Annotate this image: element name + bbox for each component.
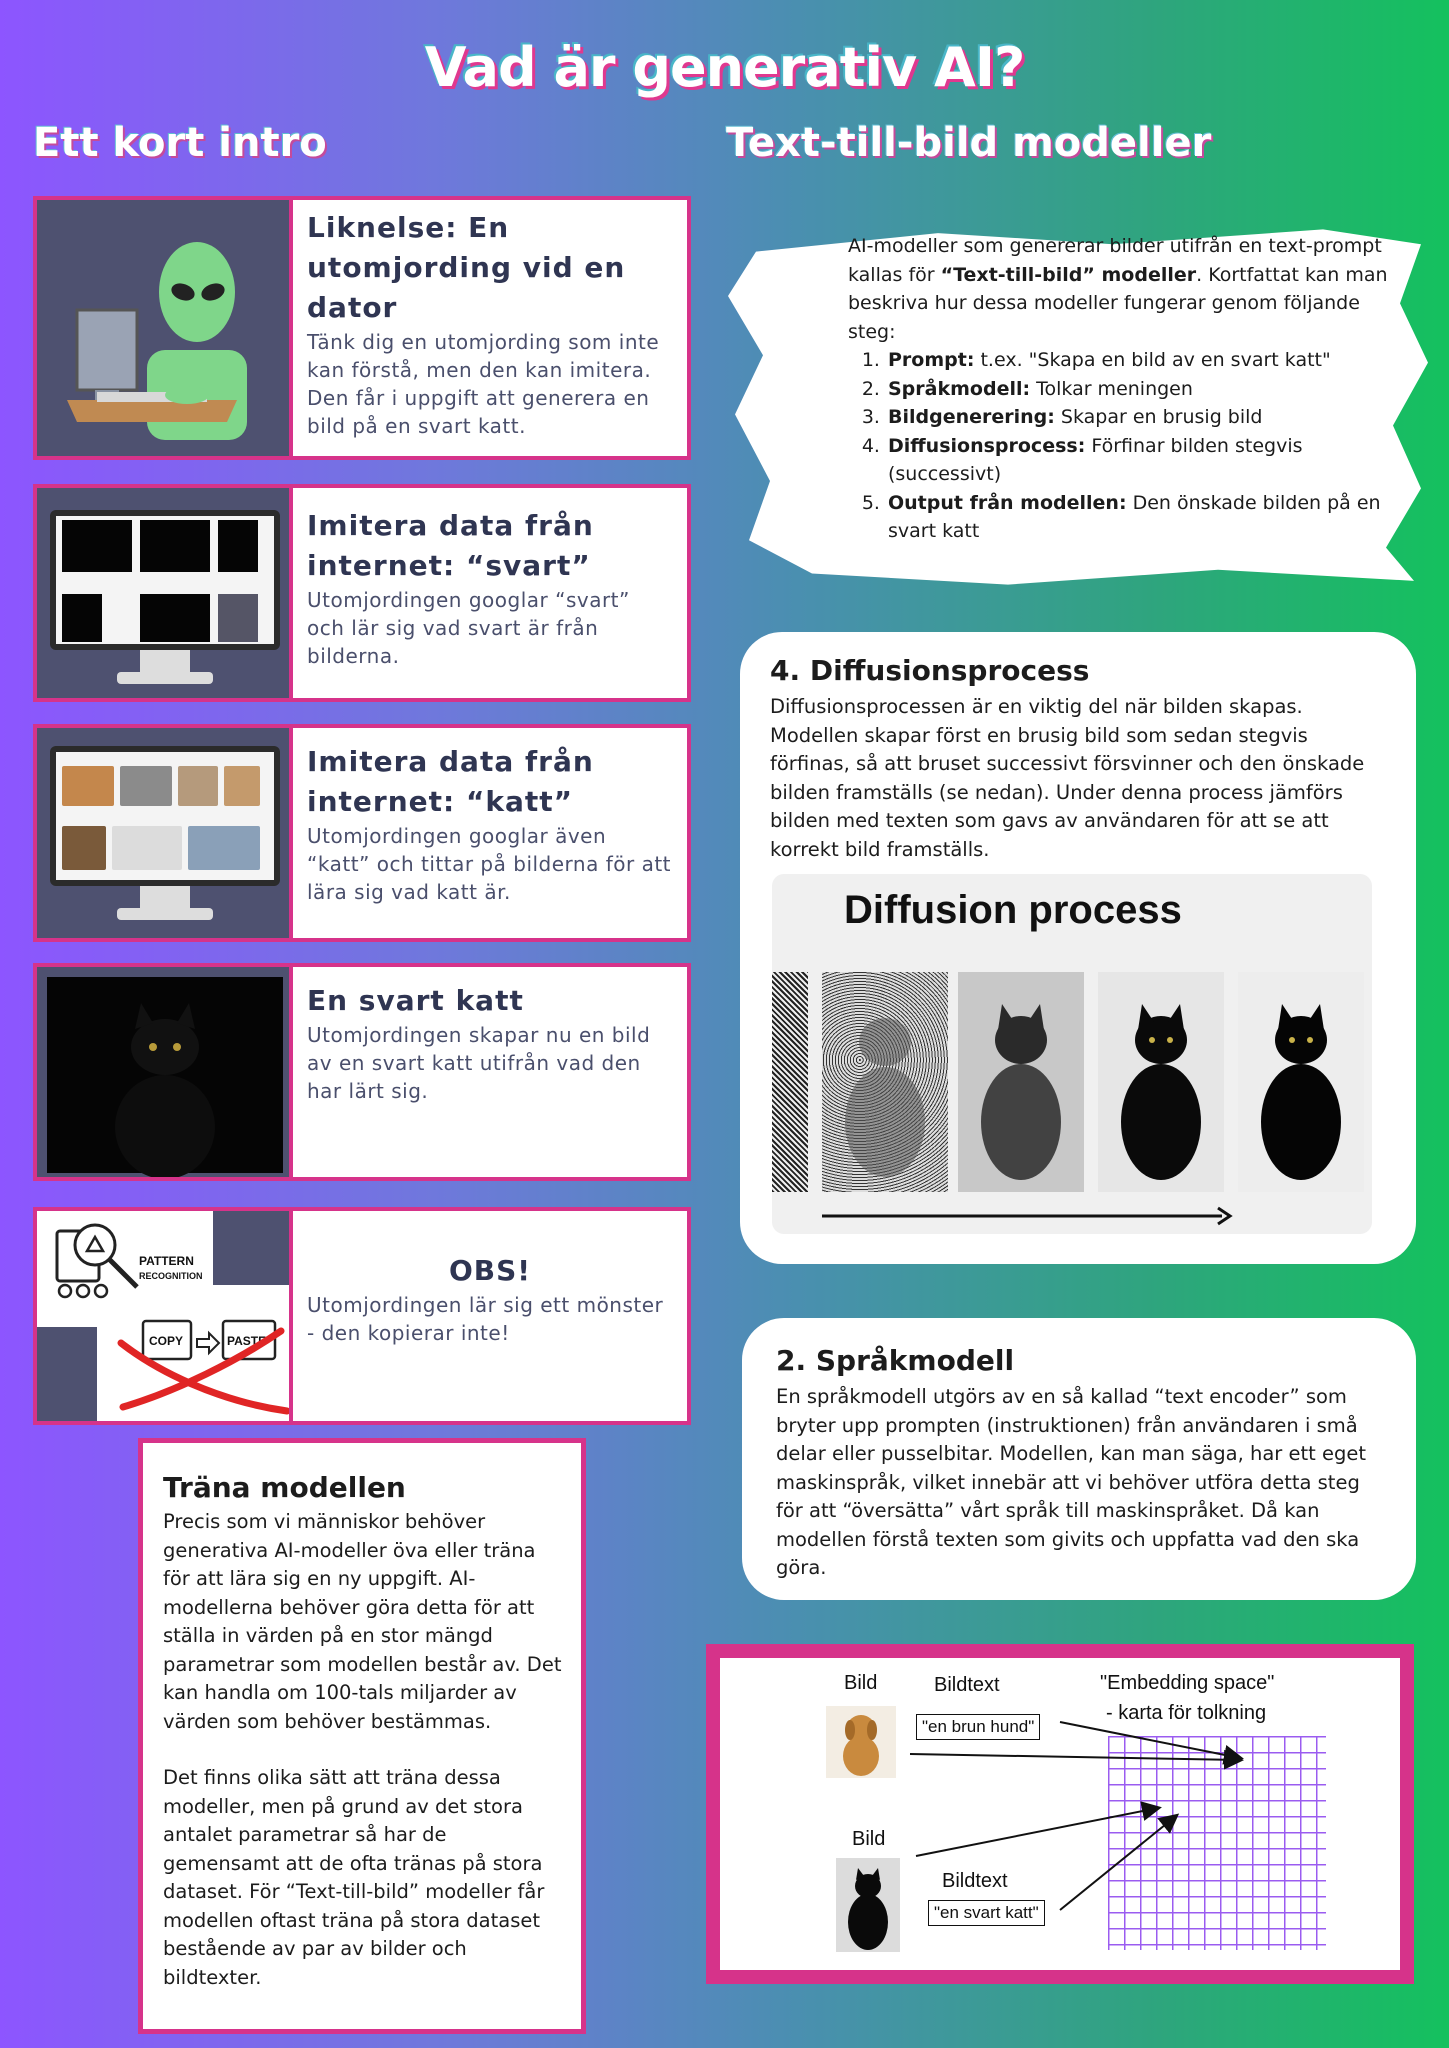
pattern-copy-illustration [37,1211,293,1421]
copy-label: COPY [149,1334,184,1348]
diffusion-title: 4. Diffusionsprocess [770,654,1090,687]
pattern-label: PATTERN [139,1254,194,1268]
card-obs [33,1207,691,1425]
train-title: Träna modellen [163,1471,406,1504]
list-item: 3. Bildgenerering: Skapar en brusig bild [886,403,1388,432]
caption-tag-cat: "en svart katt" [928,1900,1045,1926]
card-title: Imitera data från internet: “svart” [307,509,594,582]
list-item: 1. Prompt: t.ex. "Skapa en bild av en svart katt" [886,346,1388,375]
black-cat-image [37,967,293,1177]
monitor-katt-illustration [37,728,293,938]
paste-label: PASTE [227,1334,267,1348]
card-text: Utomjordingen googlar “svart” och lär sig vad svart är från bilderna. [307,588,630,668]
card-title: Imitera data från internet: “katt” [307,745,594,818]
list-item: 2. Språkmodell: Tolkar meningen [886,375,1388,404]
card-text: Utomjordingen lär sig ett mönster - den kopierar inte! [307,1293,664,1345]
card-katt [33,724,691,942]
bild-label: Bild [844,1672,878,1694]
card-svart-katt [33,963,691,1181]
steps-list [886,346,1388,546]
monitor-svart-illustration [37,488,293,698]
monitor-icon [50,746,280,886]
recognition-label: RECOGNITION [139,1271,203,1281]
card-alien [33,196,691,460]
alien-illustration [37,200,293,456]
noise-frame [772,972,808,1192]
noise-frame [958,972,1084,1192]
bild-label: Bild [852,1828,886,1850]
embedding-space-title: "Embedding space" [1100,1672,1275,1694]
diffusion-text: Diffusionsprocessen är en viktig del när bilden skapas. Modellen skapar först en brusig bild som sedan stegvis förfinas, så att bruset successivt försvinner och den önskade bilden framställs (se nedan). Under denna process jämförs bilden med texten som gavs av användaren för att se att korrekt bild framställs. [770,695,1365,861]
card-title: Liknelse: En utomjording vid en dator [307,211,626,324]
cat-frame [1238,972,1364,1192]
train-model-box [138,1438,586,2034]
list-item: 5. Output från modellen: Den önskade bilden på en svart katt [886,489,1388,546]
diffusion-figure-title: Diffusion process [844,888,1182,932]
intro-lead: AI-modeller som genererar bilder utifrån en text-prompt kallas för [848,235,1382,286]
bildtext-label: Bildtext [934,1674,1000,1696]
card-svart [33,484,691,702]
cat-frame [1098,972,1224,1192]
right-heading: Text-till-bild modeller [726,120,1212,166]
noise-frame [822,972,948,1192]
bildtext-label: Bildtext [942,1870,1008,1892]
page-title: Vad är generativ AI? [424,36,1025,99]
intro-lead-bold: “Text-till-bild” modeller [940,263,1197,286]
language-model-panel [742,1318,1416,1600]
process-arrow [822,1204,1242,1228]
train-paragraph-1: Precis som vi människor behöver generativa AI-modeller öva eller träna för att lära sig en ny uppgift. AI-modellerna behöver göra detta för att ställa in värden på en stor mängd parametrar som modellen består av. Det kan handla om 100-tals miljarder av värden som behöver bestämmas. [163,1510,562,1733]
language-text: En språkmodell utgörs av en så kallad “text encoder” som bryter upp prompten (instruktionen) från användaren i små delar eller pusselbitar. Modellen, kan man säga, har ett eget maskinspråk, vilket innebär att vi behöver utföra detta steg för att “översätta” vårt språk till maskinspråket. Då kan modellen förstå texten som givits och uppfatta vad den ska göra. [776,1385,1367,1579]
card-text: Utomjordingen googlar även “katt” och tittar på bilderna för att lära sig vad katt är. [307,824,672,904]
diffusion-figure [772,874,1372,1234]
monitor-icon [50,510,280,650]
card-title: En svart katt [307,984,524,1017]
embedding-figure [706,1644,1414,1984]
card-text: Utomjordingen skapar nu en bild av en svart katt utifrån vad den har lärt sig. [307,1023,651,1103]
left-heading: Ett kort intro [33,120,327,166]
card-text: Tänk dig en utomjording som inte kan förstå, men den kan imitera. Den får i uppgift att generera en bild på en svart katt. [307,330,660,438]
intro-lead-end: . Kortfattat kan man beskriva hur dessa modeller fungerar genom följande steg: [848,263,1388,343]
embedding-space-subtitle: - karta för tolkning [1106,1702,1267,1724]
caption-tag-dog: "en brun hund" [916,1714,1040,1740]
card-title: OBS! [448,1254,532,1287]
list-item: 4. Diffusionsprocess: Förfinar bilden stegvis (successivt) [886,432,1388,489]
mapping-arrows [720,1658,1400,1970]
intro-text [848,232,1388,546]
train-paragraph-2: Det finns olika sätt att träna dessa modeller, men på grund av det stora antalet parametrar så har de gemensamt att de ofta tränas på stora dataset. För “Text-till-bild” modeller får modellen oftast träna på stora dataset bestående av par av bilder och bildtexter. [163,1766,545,1989]
language-title: 2. Språkmodell [776,1344,1015,1377]
